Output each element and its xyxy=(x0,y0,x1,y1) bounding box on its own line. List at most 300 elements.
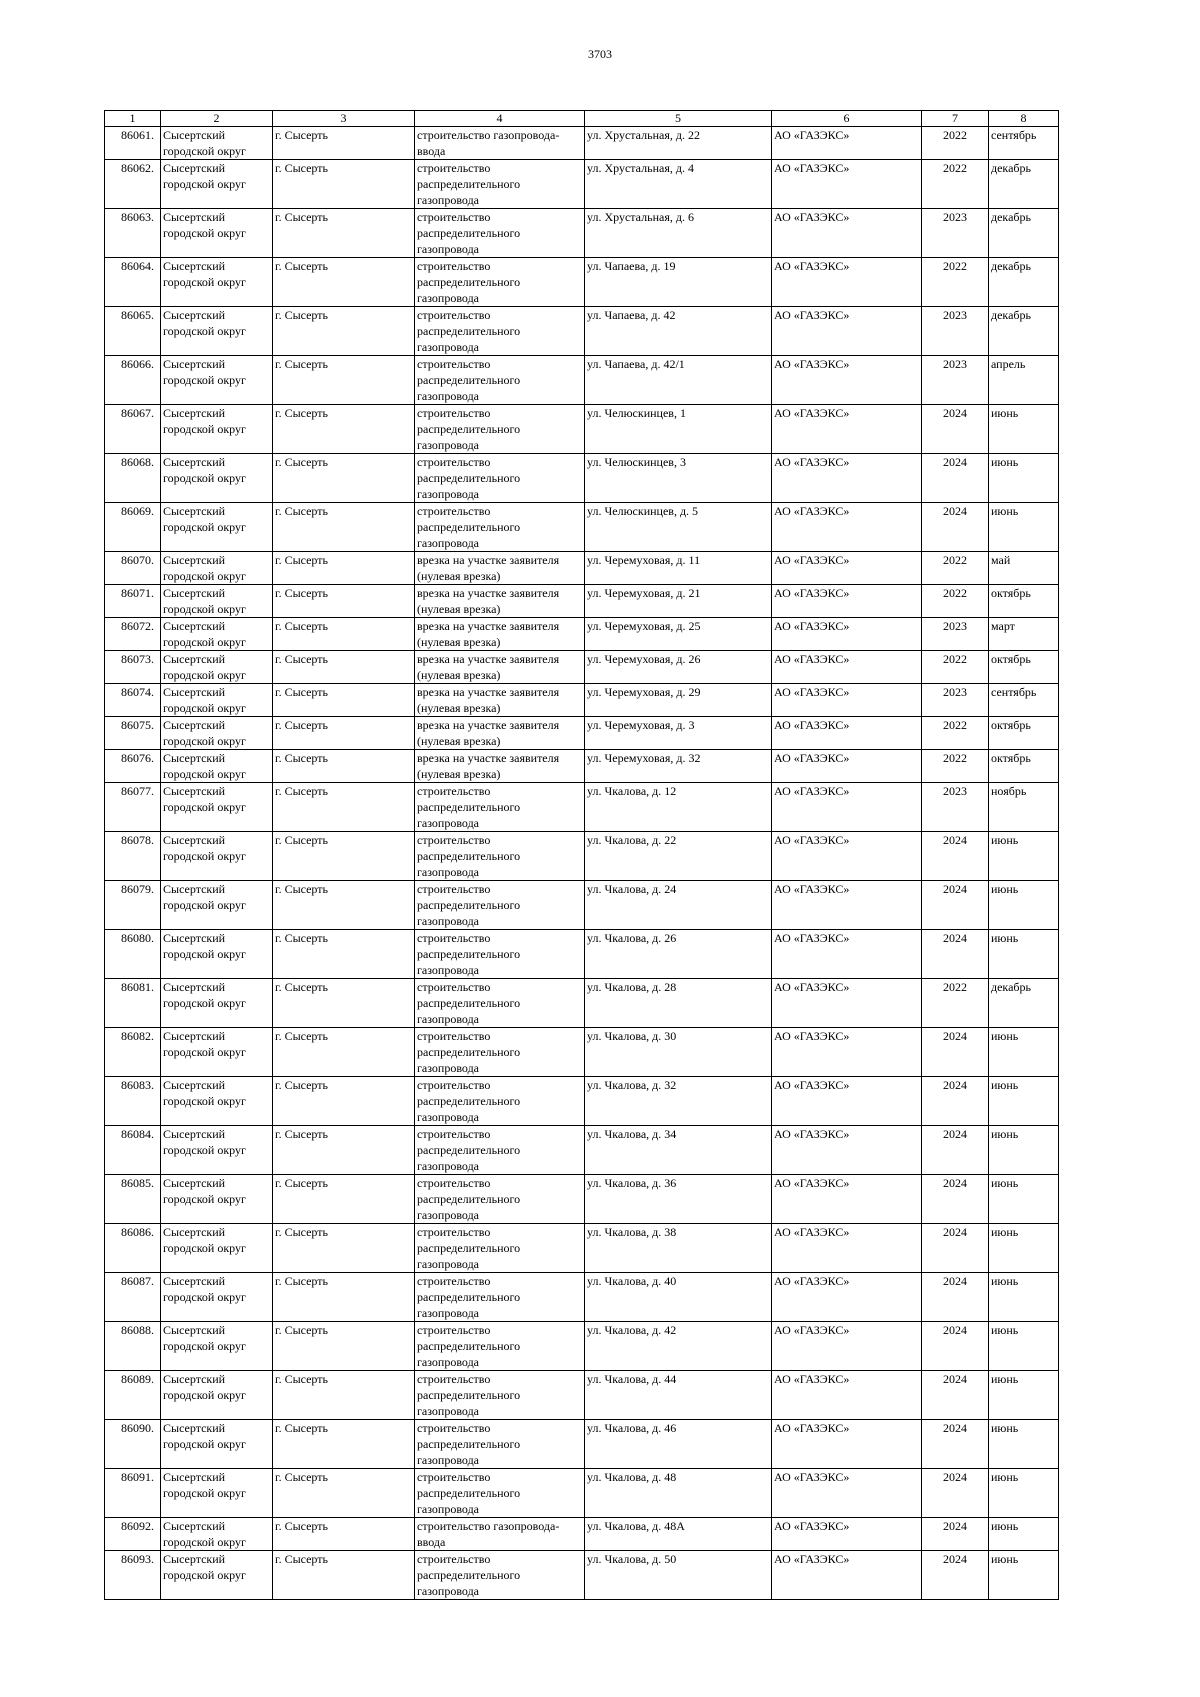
cell-number: 86084. xyxy=(105,1126,161,1175)
cell-city: г. Сысерть xyxy=(273,930,415,979)
cell-city: г. Сысерть xyxy=(273,1224,415,1273)
cell-work-type: строительство распределительного газопровода xyxy=(415,209,585,258)
cell-district: Сысертский городской округ xyxy=(161,258,273,307)
cell-city: г. Сысерть xyxy=(273,1175,415,1224)
cell-organization: АО «ГАЗЭКС» xyxy=(772,1224,922,1273)
cell-month: октябрь xyxy=(989,585,1059,618)
cell-organization: АО «ГАЗЭКС» xyxy=(772,1469,922,1518)
cell-year: 2024 xyxy=(922,1175,989,1224)
table-row xyxy=(105,717,1059,750)
cell-number: 86071. xyxy=(105,585,161,618)
table-row xyxy=(105,552,1059,585)
cell-number: 86073. xyxy=(105,651,161,684)
cell-year: 2022 xyxy=(922,979,989,1028)
cell-city: г. Сысерть xyxy=(273,717,415,750)
cell-number: 86082. xyxy=(105,1028,161,1077)
cell-year: 2023 xyxy=(922,307,989,356)
cell-number: 86069. xyxy=(105,503,161,552)
table-row xyxy=(105,307,1059,356)
table-row xyxy=(105,585,1059,618)
table-row xyxy=(105,1420,1059,1469)
cell-city: г. Сысерть xyxy=(273,979,415,1028)
cell-month: июнь xyxy=(989,503,1059,552)
cell-organization: АО «ГАЗЭКС» xyxy=(772,979,922,1028)
cell-address: ул. Чапаева, д. 42 xyxy=(585,307,772,356)
cell-address: ул. Чкалова, д. 30 xyxy=(585,1028,772,1077)
cell-address: ул. Чкалова, д. 32 xyxy=(585,1077,772,1126)
cell-year: 2023 xyxy=(922,209,989,258)
table-row xyxy=(105,1518,1059,1551)
cell-organization: АО «ГАЗЭКС» xyxy=(772,1551,922,1600)
cell-city: г. Сысерть xyxy=(273,1322,415,1371)
cell-number: 86063. xyxy=(105,209,161,258)
table-row xyxy=(105,454,1059,503)
cell-organization: АО «ГАЗЭКС» xyxy=(772,1322,922,1371)
cell-address: ул. Хрустальная, д. 6 xyxy=(585,209,772,258)
cell-city: г. Сысерть xyxy=(273,750,415,783)
column-header-5: 5 xyxy=(585,111,772,127)
cell-work-type: строительство распределительного газопровода xyxy=(415,1420,585,1469)
cell-month: июнь xyxy=(989,881,1059,930)
cell-month: сентябрь xyxy=(989,684,1059,717)
cell-year: 2024 xyxy=(922,1469,989,1518)
cell-address: ул. Черемуховая, д. 11 xyxy=(585,552,772,585)
cell-city: г. Сысерть xyxy=(273,684,415,717)
cell-city: г. Сысерть xyxy=(273,1028,415,1077)
cell-district: Сысертский городской округ xyxy=(161,1469,273,1518)
cell-number: 86087. xyxy=(105,1273,161,1322)
cell-city: г. Сысерть xyxy=(273,127,415,160)
table-row xyxy=(105,651,1059,684)
table-row xyxy=(105,1371,1059,1420)
cell-year: 2024 xyxy=(922,930,989,979)
cell-organization: АО «ГАЗЭКС» xyxy=(772,717,922,750)
cell-organization: АО «ГАЗЭКС» xyxy=(772,1273,922,1322)
cell-month: июнь xyxy=(989,1224,1059,1273)
cell-work-type: строительство распределительного газопровода xyxy=(415,1469,585,1518)
cell-organization: АО «ГАЗЭКС» xyxy=(772,160,922,209)
cell-month: декабрь xyxy=(989,307,1059,356)
cell-address: ул. Чкалова, д. 12 xyxy=(585,783,772,832)
cell-month: март xyxy=(989,618,1059,651)
cell-address: ул. Чапаева, д. 42/1 xyxy=(585,356,772,405)
cell-city: г. Сысерть xyxy=(273,1126,415,1175)
cell-district: Сысертский городской округ xyxy=(161,750,273,783)
cell-work-type: врезка на участке заявителя (нулевая врезка) xyxy=(415,651,585,684)
cell-work-type: врезка на участке заявителя (нулевая врезка) xyxy=(415,750,585,783)
table-row xyxy=(105,979,1059,1028)
cell-organization: АО «ГАЗЭКС» xyxy=(772,1077,922,1126)
cell-city: г. Сысерть xyxy=(273,651,415,684)
cell-district: Сысертский городской округ xyxy=(161,930,273,979)
cell-district: Сысертский городской округ xyxy=(161,717,273,750)
cell-work-type: строительство распределительного газопровода xyxy=(415,783,585,832)
header-row xyxy=(105,111,1059,127)
cell-district: Сысертский городской округ xyxy=(161,503,273,552)
cell-work-type: строительство распределительного газопровода xyxy=(415,503,585,552)
cell-number: 86086. xyxy=(105,1224,161,1273)
cell-year: 2024 xyxy=(922,1077,989,1126)
cell-district: Сысертский городской округ xyxy=(161,127,273,160)
cell-district: Сысертский городской округ xyxy=(161,209,273,258)
cell-number: 86088. xyxy=(105,1322,161,1371)
cell-month: июнь xyxy=(989,1518,1059,1551)
cell-month: апрель xyxy=(989,356,1059,405)
cell-month: июнь xyxy=(989,454,1059,503)
table-row xyxy=(105,1551,1059,1600)
cell-address: ул. Чкалова, д. 26 xyxy=(585,930,772,979)
cell-organization: АО «ГАЗЭКС» xyxy=(772,832,922,881)
cell-city: г. Сысерть xyxy=(273,1551,415,1600)
cell-city: г. Сысерть xyxy=(273,881,415,930)
cell-number: 86075. xyxy=(105,717,161,750)
cell-district: Сысертский городской округ xyxy=(161,783,273,832)
cell-address: ул. Чкалова, д. 50 xyxy=(585,1551,772,1600)
cell-work-type: строительство распределительного газопровода xyxy=(415,979,585,1028)
table-row xyxy=(105,258,1059,307)
cell-work-type: строительство распределительного газопровода xyxy=(415,405,585,454)
cell-address: ул. Черемуховая, д. 25 xyxy=(585,618,772,651)
cell-month: октябрь xyxy=(989,750,1059,783)
table-row xyxy=(105,503,1059,552)
cell-address: ул. Челюскинцев, 3 xyxy=(585,454,772,503)
cell-work-type: строительство распределительного газопровода xyxy=(415,1077,585,1126)
cell-city: г. Сысерть xyxy=(273,783,415,832)
cell-month: июнь xyxy=(989,1028,1059,1077)
cell-number: 86081. xyxy=(105,979,161,1028)
column-header-7: 7 xyxy=(922,111,989,127)
cell-address: ул. Хрустальная, д. 22 xyxy=(585,127,772,160)
cell-number: 86061. xyxy=(105,127,161,160)
cell-month: июнь xyxy=(989,1175,1059,1224)
cell-number: 86066. xyxy=(105,356,161,405)
cell-organization: АО «ГАЗЭКС» xyxy=(772,209,922,258)
cell-number: 86083. xyxy=(105,1077,161,1126)
cell-organization: АО «ГАЗЭКС» xyxy=(772,1175,922,1224)
cell-year: 2022 xyxy=(922,127,989,160)
cell-district: Сысертский городской округ xyxy=(161,1126,273,1175)
table-row xyxy=(105,127,1059,160)
page-number: 3703 xyxy=(588,47,612,61)
cell-district: Сысертский городской округ xyxy=(161,1028,273,1077)
cell-number: 86072. xyxy=(105,618,161,651)
cell-work-type: строительство распределительного газопровода xyxy=(415,356,585,405)
cell-number: 86092. xyxy=(105,1518,161,1551)
cell-work-type: строительство распределительного газопровода xyxy=(415,1224,585,1273)
cell-city: г. Сысерть xyxy=(273,307,415,356)
cell-number: 86089. xyxy=(105,1371,161,1420)
cell-address: ул. Чкалова, д. 22 xyxy=(585,832,772,881)
cell-organization: АО «ГАЗЭКС» xyxy=(772,552,922,585)
cell-work-type: строительство распределительного газопровода xyxy=(415,1175,585,1224)
cell-organization: АО «ГАЗЭКС» xyxy=(772,1028,922,1077)
cell-month: декабрь xyxy=(989,209,1059,258)
cell-address: ул. Хрустальная, д. 4 xyxy=(585,160,772,209)
cell-district: Сысертский городской округ xyxy=(161,356,273,405)
cell-address: ул. Чкалова, д. 46 xyxy=(585,1420,772,1469)
cell-year: 2024 xyxy=(922,1224,989,1273)
cell-year: 2022 xyxy=(922,750,989,783)
cell-organization: АО «ГАЗЭКС» xyxy=(772,783,922,832)
cell-city: г. Сысерть xyxy=(273,160,415,209)
cell-organization: АО «ГАЗЭКС» xyxy=(772,454,922,503)
cell-address: ул. Чкалова, д. 44 xyxy=(585,1371,772,1420)
cell-district: Сысертский городской округ xyxy=(161,405,273,454)
cell-district: Сысертский городской округ xyxy=(161,684,273,717)
cell-month: ноябрь xyxy=(989,783,1059,832)
cell-district: Сысертский городской округ xyxy=(161,454,273,503)
cell-number: 86074. xyxy=(105,684,161,717)
column-header-1: 1 xyxy=(105,111,161,127)
cell-year: 2024 xyxy=(922,1518,989,1551)
cell-city: г. Сысерть xyxy=(273,552,415,585)
cell-month: июнь xyxy=(989,1371,1059,1420)
cell-month: июнь xyxy=(989,1420,1059,1469)
cell-address: ул. Черемуховая, д. 3 xyxy=(585,717,772,750)
column-header-2: 2 xyxy=(161,111,273,127)
table-row xyxy=(105,1273,1059,1322)
cell-district: Сысертский городской округ xyxy=(161,1175,273,1224)
cell-organization: АО «ГАЗЭКС» xyxy=(772,1420,922,1469)
cell-city: г. Сысерть xyxy=(273,209,415,258)
cell-work-type: строительство распределительного газопровода xyxy=(415,1322,585,1371)
cell-work-type: врезка на участке заявителя (нулевая врезка) xyxy=(415,717,585,750)
cell-work-type: строительство газопровода-ввода xyxy=(415,1518,585,1551)
cell-work-type: строительство распределительного газопровода xyxy=(415,454,585,503)
cell-district: Сысертский городской округ xyxy=(161,618,273,651)
cell-year: 2024 xyxy=(922,1028,989,1077)
cell-work-type: врезка на участке заявителя (нулевая врезка) xyxy=(415,552,585,585)
cell-district: Сысертский городской округ xyxy=(161,1224,273,1273)
cell-district: Сысертский городской округ xyxy=(161,1322,273,1371)
cell-city: г. Сысерть xyxy=(273,1077,415,1126)
cell-year: 2022 xyxy=(922,552,989,585)
column-header-3: 3 xyxy=(273,111,415,127)
cell-year: 2024 xyxy=(922,1551,989,1600)
cell-work-type: строительство распределительного газопровода xyxy=(415,930,585,979)
table-row xyxy=(105,684,1059,717)
cell-month: октябрь xyxy=(989,717,1059,750)
cell-year: 2024 xyxy=(922,881,989,930)
cell-address: ул. Черемуховая, д. 21 xyxy=(585,585,772,618)
table-row xyxy=(105,160,1059,209)
cell-city: г. Сысерть xyxy=(273,1518,415,1551)
cell-year: 2023 xyxy=(922,356,989,405)
cell-organization: АО «ГАЗЭКС» xyxy=(772,750,922,783)
cell-district: Сысертский городской округ xyxy=(161,160,273,209)
cell-organization: АО «ГАЗЭКС» xyxy=(772,651,922,684)
cell-year: 2022 xyxy=(922,651,989,684)
cell-district: Сысертский городской округ xyxy=(161,585,273,618)
table-row xyxy=(105,356,1059,405)
cell-month: июнь xyxy=(989,1322,1059,1371)
cell-year: 2023 xyxy=(922,684,989,717)
cell-month: декабрь xyxy=(989,258,1059,307)
table-row xyxy=(105,209,1059,258)
cell-address: ул. Чкалова, д. 24 xyxy=(585,881,772,930)
cell-address: ул. Чкалова, д. 38 xyxy=(585,1224,772,1273)
table-row xyxy=(105,1126,1059,1175)
cell-district: Сысертский городской округ xyxy=(161,979,273,1028)
table-row xyxy=(105,832,1059,881)
cell-district: Сысертский городской округ xyxy=(161,1371,273,1420)
table-row xyxy=(105,783,1059,832)
cell-district: Сысертский городской округ xyxy=(161,307,273,356)
cell-number: 86093. xyxy=(105,1551,161,1600)
cell-month: сентябрь xyxy=(989,127,1059,160)
table-row xyxy=(105,1469,1059,1518)
cell-address: ул. Черемуховая, д. 29 xyxy=(585,684,772,717)
column-header-6: 6 xyxy=(772,111,922,127)
cell-year: 2024 xyxy=(922,832,989,881)
cell-address: ул. Чкалова, д. 42 xyxy=(585,1322,772,1371)
cell-district: Сысертский городской округ xyxy=(161,1273,273,1322)
cell-number: 86077. xyxy=(105,783,161,832)
cell-organization: АО «ГАЗЭКС» xyxy=(772,618,922,651)
cell-work-type: строительство распределительного газопровода xyxy=(415,1273,585,1322)
cell-city: г. Сысерть xyxy=(273,405,415,454)
cell-city: г. Сысерть xyxy=(273,503,415,552)
table-row xyxy=(105,1224,1059,1273)
cell-district: Сысертский городской округ xyxy=(161,1077,273,1126)
cell-month: июнь xyxy=(989,405,1059,454)
cell-address: ул. Челюскинцев, 1 xyxy=(585,405,772,454)
cell-organization: АО «ГАЗЭКС» xyxy=(772,307,922,356)
cell-month: июнь xyxy=(989,1469,1059,1518)
cell-organization: АО «ГАЗЭКС» xyxy=(772,258,922,307)
cell-year: 2024 xyxy=(922,405,989,454)
cell-number: 86090. xyxy=(105,1420,161,1469)
cell-year: 2022 xyxy=(922,585,989,618)
column-header-4: 4 xyxy=(415,111,585,127)
cell-month: июнь xyxy=(989,1077,1059,1126)
cell-city: г. Сысерть xyxy=(273,618,415,651)
cell-work-type: врезка на участке заявителя (нулевая врезка) xyxy=(415,618,585,651)
cell-city: г. Сысерть xyxy=(273,258,415,307)
cell-month: декабрь xyxy=(989,979,1059,1028)
cell-work-type: строительство газопровода-ввода xyxy=(415,127,585,160)
cell-organization: АО «ГАЗЭКС» xyxy=(772,881,922,930)
cell-district: Сысертский городской округ xyxy=(161,552,273,585)
cell-month: июнь xyxy=(989,1551,1059,1600)
cell-year: 2024 xyxy=(922,454,989,503)
cell-number: 86067. xyxy=(105,405,161,454)
cell-month: июнь xyxy=(989,930,1059,979)
cell-district: Сысертский городской округ xyxy=(161,1551,273,1600)
cell-address: ул. Черемуховая, д. 26 xyxy=(585,651,772,684)
cell-year: 2023 xyxy=(922,618,989,651)
cell-address: ул. Чапаева, д. 19 xyxy=(585,258,772,307)
cell-address: ул. Чкалова, д. 28 xyxy=(585,979,772,1028)
cell-year: 2024 xyxy=(922,1126,989,1175)
cell-year: 2022 xyxy=(922,160,989,209)
table-row xyxy=(105,750,1059,783)
cell-organization: АО «ГАЗЭКС» xyxy=(772,684,922,717)
cell-month: октябрь xyxy=(989,651,1059,684)
cell-address: ул. Челюскинцев, д. 5 xyxy=(585,503,772,552)
table-row xyxy=(105,405,1059,454)
cell-month: июнь xyxy=(989,832,1059,881)
cell-address: ул. Чкалова, д. 34 xyxy=(585,1126,772,1175)
cell-number: 86091. xyxy=(105,1469,161,1518)
cell-year: 2023 xyxy=(922,783,989,832)
cell-work-type: врезка на участке заявителя (нулевая врезка) xyxy=(415,684,585,717)
cell-address: ул. Чкалова, д. 40 xyxy=(585,1273,772,1322)
cell-year: 2024 xyxy=(922,1273,989,1322)
cell-organization: АО «ГАЗЭКС» xyxy=(772,405,922,454)
cell-city: г. Сысерть xyxy=(273,1469,415,1518)
cell-address: ул. Чкалова, д. 36 xyxy=(585,1175,772,1224)
cell-number: 86065. xyxy=(105,307,161,356)
cell-city: г. Сысерть xyxy=(273,454,415,503)
cell-year: 2024 xyxy=(922,503,989,552)
cell-month: декабрь xyxy=(989,160,1059,209)
cell-address: ул. Черемуховая, д. 32 xyxy=(585,750,772,783)
cell-month: июнь xyxy=(989,1126,1059,1175)
cell-year: 2024 xyxy=(922,1371,989,1420)
cell-city: г. Сысерть xyxy=(273,1420,415,1469)
cell-district: Сысертский городской округ xyxy=(161,832,273,881)
table-row xyxy=(105,1175,1059,1224)
cell-number: 86085. xyxy=(105,1175,161,1224)
data-table xyxy=(104,110,1059,1600)
cell-work-type: строительство распределительного газопровода xyxy=(415,1028,585,1077)
cell-organization: АО «ГАЗЭКС» xyxy=(772,1518,922,1551)
table-row xyxy=(105,1322,1059,1371)
cell-organization: АО «ГАЗЭКС» xyxy=(772,1126,922,1175)
table-row xyxy=(105,930,1059,979)
table-row xyxy=(105,1077,1059,1126)
cell-work-type: строительство распределительного газопровода xyxy=(415,832,585,881)
cell-year: 2022 xyxy=(922,717,989,750)
cell-organization: АО «ГАЗЭКС» xyxy=(772,127,922,160)
cell-month: июнь xyxy=(989,1273,1059,1322)
cell-organization: АО «ГАЗЭКС» xyxy=(772,503,922,552)
cell-year: 2022 xyxy=(922,258,989,307)
cell-number: 86079. xyxy=(105,881,161,930)
cell-organization: АО «ГАЗЭКС» xyxy=(772,585,922,618)
cell-city: г. Сысерть xyxy=(273,585,415,618)
cell-work-type: строительство распределительного газопровода xyxy=(415,160,585,209)
cell-organization: АО «ГАЗЭКС» xyxy=(772,1371,922,1420)
cell-district: Сысертский городской округ xyxy=(161,1518,273,1551)
cell-number: 86076. xyxy=(105,750,161,783)
cell-district: Сысертский городской округ xyxy=(161,881,273,930)
cell-work-type: строительство распределительного газопровода xyxy=(415,1371,585,1420)
table-row xyxy=(105,1028,1059,1077)
cell-city: г. Сысерть xyxy=(273,1371,415,1420)
cell-address: ул. Чкалова, д. 48А xyxy=(585,1518,772,1551)
column-header-8: 8 xyxy=(989,111,1059,127)
cell-work-type: строительство распределительного газопровода xyxy=(415,258,585,307)
cell-work-type: строительство распределительного газопровода xyxy=(415,1126,585,1175)
cell-number: 86064. xyxy=(105,258,161,307)
cell-number: 86078. xyxy=(105,832,161,881)
cell-city: г. Сысерть xyxy=(273,1273,415,1322)
cell-city: г. Сысерть xyxy=(273,356,415,405)
cell-organization: АО «ГАЗЭКС» xyxy=(772,930,922,979)
table-row xyxy=(105,618,1059,651)
table-row xyxy=(105,881,1059,930)
cell-work-type: строительство распределительного газопровода xyxy=(415,307,585,356)
cell-work-type: строительство распределительного газопровода xyxy=(415,881,585,930)
cell-city: г. Сысерть xyxy=(273,832,415,881)
cell-organization: АО «ГАЗЭКС» xyxy=(772,356,922,405)
cell-address: ул. Чкалова, д. 48 xyxy=(585,1469,772,1518)
cell-work-type: врезка на участке заявителя (нулевая врезка) xyxy=(415,585,585,618)
cell-number: 86070. xyxy=(105,552,161,585)
cell-year: 2024 xyxy=(922,1420,989,1469)
